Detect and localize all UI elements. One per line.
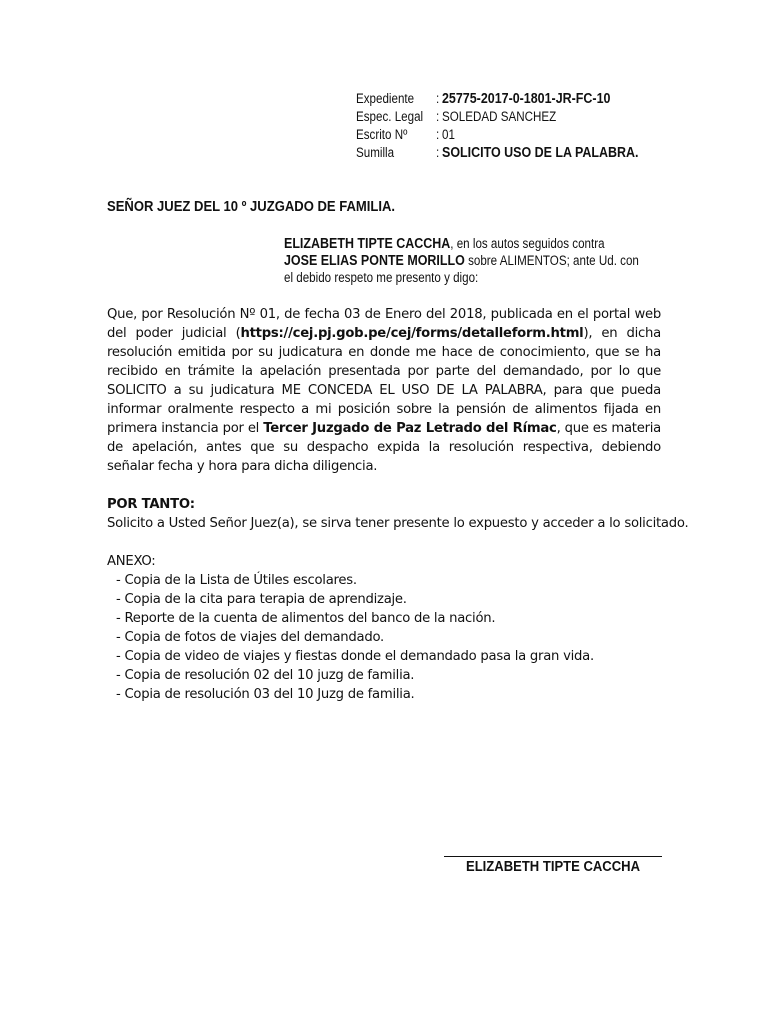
body-text: Que, por Resolución Nº 01, de fecha 03 de Enero del 2018, publicada en el portal web del poder judicial ( — [107, 307, 661, 341]
petitioner-name: ELIZABETH TIPTE CACCHA — [284, 236, 451, 252]
header-colon: : — [435, 145, 440, 160]
intro-line-1 — [284, 235, 662, 252]
header-label: Escrito Nº — [356, 127, 408, 142]
header-label: Sumilla — [356, 145, 395, 160]
intro-paragraph — [284, 235, 662, 286]
header-row-expediente — [356, 91, 683, 109]
por-tanto-text: Solicito a Usted Señor Juez(a), se sirva tener presente lo expuesto y acceder a lo solicitado. — [107, 516, 689, 531]
header-row-espec-legal — [356, 109, 683, 127]
anexo-heading: ANEXO: — [107, 554, 156, 569]
legal-specialist: SOLEDAD SANCHEZ — [442, 109, 557, 124]
list-item: - Copia de resolución 03 del 10 Juzg de familia. — [116, 687, 415, 702]
body-text: ), en dicha resolución emitida por su judicatura en donde me hace de conocimiento, que se ha recibido en trámite la apelación presentada por parte del demandado, por lo que SOLICITO a su judicatura ME CONCEDA EL USO DE LA PALABRA, para que pueda informar oralmente respecto a mi posición sobre la pensión de alimentos fijada en primera instancia por el — [107, 326, 661, 436]
summary: SOLICITO USO DE LA PALABRA. — [442, 145, 639, 161]
header-row-sumilla — [356, 145, 683, 163]
por-tanto-heading: POR TANTO: — [107, 497, 195, 512]
signature-name: ELIZABETH TIPTE CACCHA — [465, 859, 641, 875]
intro-line-2 — [284, 252, 662, 269]
case-header — [356, 91, 736, 163]
list-item: - Copia de la Lista de Útiles escolares. — [116, 573, 357, 588]
signature-line — [444, 856, 662, 857]
portal-url: https://cej.pj.gob.pe/cej/forms/detalleform.html — [240, 326, 584, 341]
list-item: - Copia de fotos de viajes del demandado. — [116, 630, 385, 645]
anexo-section — [107, 552, 667, 704]
header-label: Expediente — [356, 91, 415, 106]
list-item: - Reporte de la cuenta de alimentos del banco de la nación. — [116, 611, 496, 626]
list-item: - Copia de la cita para terapia de aprendizaje. — [116, 592, 407, 607]
header-colon: : — [435, 91, 440, 106]
por-tanto-section — [107, 495, 689, 533]
court-name: Tercer Juzgado de Paz Letrado del Rímac — [263, 421, 557, 436]
intro-text: , en los autos seguidos contra — [450, 236, 605, 251]
anexo-list — [107, 571, 667, 704]
main-paragraph — [107, 305, 661, 476]
defendant-name: JOSE ELIAS PONTE MORILLO — [284, 253, 465, 269]
intro-line-3: el debido respeto me presento y digo: — [284, 270, 479, 285]
filing-number: 01 — [442, 127, 455, 142]
header-label: Espec. Legal — [356, 109, 424, 124]
case-number: 25775-2017-0-1801-JR-FC-10 — [442, 91, 611, 107]
list-item: - Copia de resolución 02 del 10 juzg de familia. — [116, 668, 415, 683]
list-item: - Copia de video de viajes y fiestas donde el demandado pasa la gran vida. — [116, 649, 594, 664]
header-colon: : — [435, 127, 440, 142]
body-text: , que es materia de apelación, antes que su despacho expida la resolución respectiva, debiendo señalar fecha y hora para dicha diligencia. — [107, 421, 662, 474]
header-colon: : — [435, 109, 440, 124]
intro-text: sobre ALIMENTOS; ante Ud. con — [464, 253, 639, 268]
addressee-heading: SEÑOR JUEZ DEL 10 º JUZGADO DE FAMILIA. — [107, 199, 396, 215]
header-row-escrito — [356, 127, 683, 145]
